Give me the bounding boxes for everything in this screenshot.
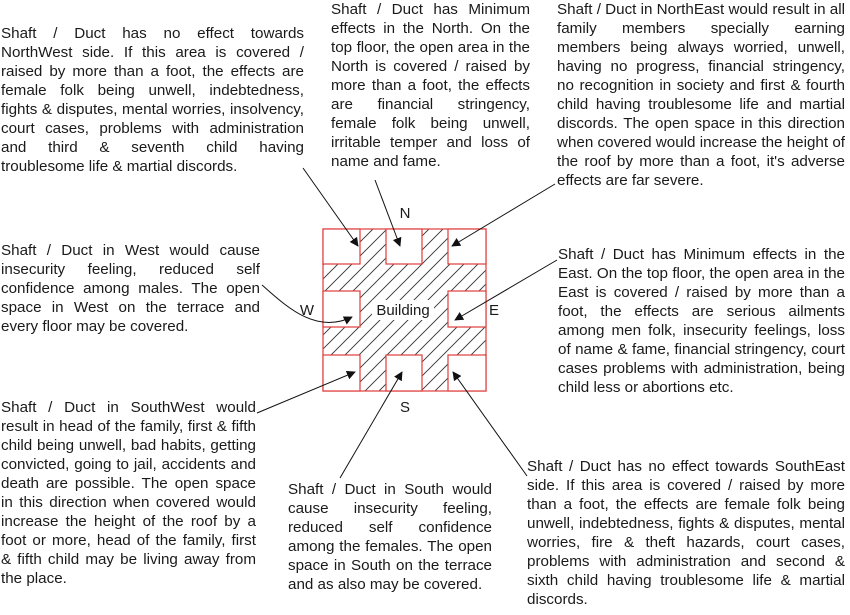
shaft-northeast — [448, 229, 486, 264]
northwest-description: Shaft / Duct has no effect towards NorthWest side. If this area is covered / raised by more than a foot, the effects are female folk being unwell, indebtedness, fights & disputes, mental worries, insolvency, court cases, problems with administration and third & seventh child having troublesome life & martial discords. — [1, 25, 304, 175]
east-description: Shaft / Duct has Minimum effects in the East. On the top floor, the open area in the East is covered / raised by more than a foot, the effects are serious ailments among men folk, insecurity feelings, loss of name & fame, financial stringency, court cases problems with administration, being child less or abortions etc. — [558, 246, 845, 396]
shaft-south — [386, 355, 422, 391]
south-description: Shaft / Duct in South would cause insecurity feeling, reduced self confidence among the females. The open space in South on the terrace and as also may be covered. — [288, 481, 492, 593]
southwest-description: Shaft / Duct in SouthWest would result in head of the family, first & fifth child being unwell, bad habits, getting convicted, going to jail, accidents and death are possible. The open space in this direction when covered would increase the height of the roof by a foot or more, head of the family, first & fifth child may be living away from the place. — [1, 399, 256, 587]
shaft-north — [386, 229, 422, 264]
southwest-arrow — [257, 372, 355, 413]
shaft-east — [448, 291, 486, 327]
shaft-northwest — [323, 229, 360, 264]
northeast-description: Shaft / Duct in NorthEast would result in all family members specially earning members being always worried, unwell, having no progress, financial stringency, no recognition in society and first & fourth child having troublesome life and martial discords. The open space in this direction when covered would increase the height of the roof by more than a foot, it's adverse effects are far severe. — [557, 1, 845, 189]
north-description: Shaft / Duct has Minimum effects in the North. On the top floor, the open area in the North is covered / raised by more than a foot, the effects are financial stringency, female folk being unwell, irritable temper and loss of name and fame. — [331, 1, 530, 170]
east-label: E — [488, 302, 500, 319]
southeast-arrow — [453, 372, 527, 476]
northeast-arrow — [452, 184, 555, 246]
south-label: S — [399, 399, 411, 416]
southeast-description: Shaft / Duct has no effect towards SouthEast side. If this area is covered / raised by more than a foot, the effects are female folk being unwell, indebtedness, fights & disputes, mental worries, fire & theft hazards, court cases, problems with administration and second & sixth child having troublesome life & martial discords. — [527, 458, 845, 608]
west-description: Shaft / Duct in West would cause insecurity feeling, reduced self confidence among males. The open space in West on the terrace and every floor may be covered. — [1, 242, 260, 335]
shaft-southwest — [323, 355, 360, 391]
north-label: N — [399, 205, 411, 222]
shaft-west — [323, 291, 360, 327]
building-label: Building — [376, 302, 430, 319]
west-label: W — [299, 302, 315, 319]
